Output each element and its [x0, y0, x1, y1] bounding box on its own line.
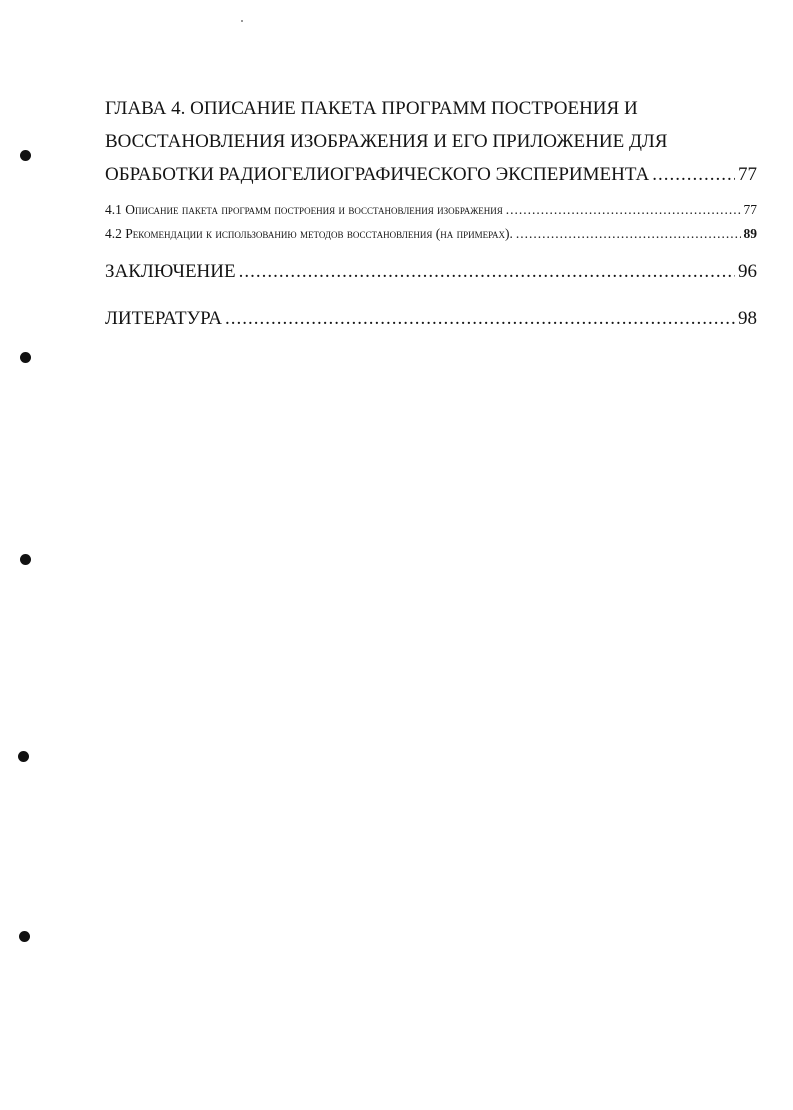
literature-title: ЛИТЕРАТУРА	[105, 308, 222, 329]
chapter-4-title-line-1: ГЛАВА 4. ОПИСАНИЕ ПАКЕТА ПРОГРАММ ПОСТРОЕНИЯ И	[105, 98, 638, 119]
punch-hole-5	[19, 931, 30, 942]
chapter-4-title-line-2: ВОССТАНОВЛЕНИЯ ИЗОБРАЖЕНИЯ И ЕГО ПРИЛОЖЕНИЕ ДЛЯ	[105, 131, 668, 152]
dot-leader	[225, 306, 735, 332]
dot-leader	[652, 158, 735, 191]
conclusion-page-number: 96	[738, 261, 757, 282]
punch-hole-1	[20, 150, 31, 161]
section-4-2-title: 4.2 Рекомендации к использованию методов восстановления (на примерах).	[105, 226, 513, 241]
dot-leader	[239, 259, 735, 285]
scan-speck	[241, 20, 243, 22]
conclusion-title: ЗАКЛЮЧЕНИЕ	[105, 261, 236, 282]
section-4-2-page-number: 89	[743, 226, 757, 241]
punch-hole-3	[20, 554, 31, 565]
toc-chapter-4	[105, 92, 757, 191]
toc-section-4-2	[105, 224, 757, 244]
section-4-1-page-number: 77	[743, 202, 757, 217]
toc-section-4-1	[105, 200, 757, 220]
dot-leader	[516, 224, 741, 244]
section-4-1-title: 4.1 Описание пакета программ построения и восстановления изображения	[105, 202, 503, 217]
chapter-4-title-line-3-text: ОБРАБОТКИ РАДИОГЕЛИОГРАФИЧЕСКОГО ЭКСПЕРИМЕНТА	[105, 164, 650, 185]
punch-hole-4	[18, 751, 29, 762]
literature-page-number: 98	[738, 308, 757, 329]
dot-leader	[506, 200, 741, 220]
chapter-4-page-number: 77	[738, 164, 757, 185]
chapter-4-title-line-3	[105, 158, 757, 191]
toc-conclusion	[105, 259, 757, 285]
toc-literature	[105, 306, 757, 332]
punch-hole-2	[20, 352, 31, 363]
table-of-contents	[105, 92, 757, 332]
